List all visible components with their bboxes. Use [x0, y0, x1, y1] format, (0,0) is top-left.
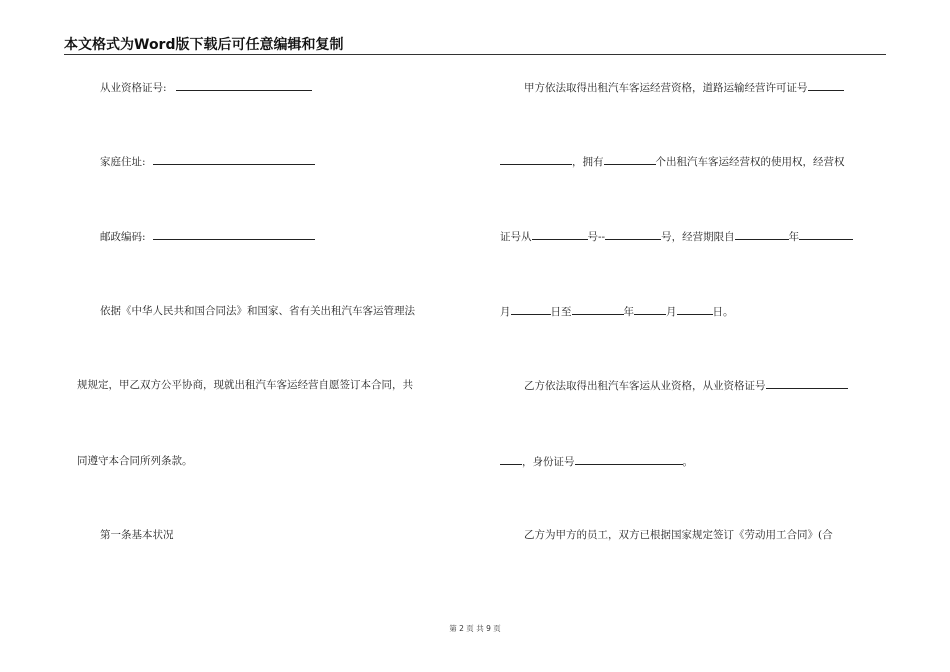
period-end-day-field[interactable]: [677, 304, 713, 315]
number-dash-text: 号--: [587, 231, 606, 243]
period-from-text: 号，经营期限自: [661, 231, 735, 243]
right-line-5: [524, 378, 848, 393]
license-number-field[interactable]: [808, 80, 844, 91]
home-address-label: 家庭住址:: [100, 156, 146, 168]
certificate-from-text: 证号从: [500, 231, 532, 243]
end-day-text: 日。: [712, 306, 734, 318]
postal-code-label: 邮政编码:: [100, 231, 146, 243]
end-year-text: 年: [623, 306, 634, 318]
right-line-2: [500, 154, 845, 169]
own-text: ，拥有: [572, 156, 604, 168]
home-address-field[interactable]: [153, 154, 315, 165]
qualification-number-line: [100, 80, 312, 95]
id-end-text: 。: [682, 456, 693, 468]
qualification-number-label: 从业资格证号:: [100, 82, 167, 94]
day-to-text: 日至: [550, 306, 572, 318]
right-line-6: [500, 454, 693, 469]
postal-code-field[interactable]: [153, 229, 315, 240]
header-divider: [64, 54, 886, 55]
home-address-line: [100, 154, 315, 169]
operation-right-text: 个出租汽车客运经营权的使用权，经营权: [655, 156, 845, 168]
id-number-field[interactable]: [575, 454, 683, 465]
page-number-footer: 第 2 页 共 9 页: [449, 624, 501, 633]
period-end-year-field[interactable]: [572, 304, 624, 315]
paragraph-basis-line-1: 依据《中华人民共和国合同法》和国家、省有关出租汽车客运管理法: [100, 305, 415, 317]
month-text: 月: [500, 306, 511, 318]
article-1-title: 第一条基本状况: [100, 529, 174, 541]
period-start-day-field[interactable]: [511, 304, 551, 315]
qualification-number-field[interactable]: [176, 80, 312, 91]
paragraph-basis-line-3: 同遵守本合同所列条款。: [77, 455, 193, 467]
party-b-qualification-continued-field[interactable]: [500, 454, 522, 465]
license-number-continued-field[interactable]: [500, 154, 572, 165]
certificate-end-number-field[interactable]: [605, 229, 661, 240]
document-header-title: 本文格式为Word版下载后可任意编辑和复制: [64, 37, 344, 53]
certificate-start-number-field[interactable]: [532, 229, 588, 240]
period-end-month-field[interactable]: [634, 304, 666, 315]
end-month-text: 月: [666, 306, 677, 318]
right-line-7: 乙方为甲方的员工，双方已根据国家规定签订《劳动用工合同》(合: [524, 529, 833, 541]
year-text: 年: [788, 231, 800, 243]
license-text: 甲方依法取得出租汽车客运经营资格，道路运输经营许可证号: [524, 82, 808, 94]
party-b-qualification-text: 乙方依法取得出租汽车客运从业资格，从业资格证号: [524, 380, 766, 392]
right-line-4: [500, 304, 734, 319]
period-start-year-field[interactable]: [735, 229, 789, 240]
id-number-text: ，身份证号: [522, 456, 575, 468]
period-start-month-field[interactable]: [799, 229, 853, 240]
postal-code-line: [100, 229, 315, 244]
right-line-3: [500, 229, 853, 244]
paragraph-basis-line-2: 规规定，甲乙双方公平协商，现就出租汽车客运经营自愿签订本合同，共: [77, 379, 413, 391]
operation-right-count-field[interactable]: [604, 154, 656, 165]
party-b-qualification-number-field[interactable]: [766, 378, 848, 389]
right-line-1: [524, 80, 844, 95]
